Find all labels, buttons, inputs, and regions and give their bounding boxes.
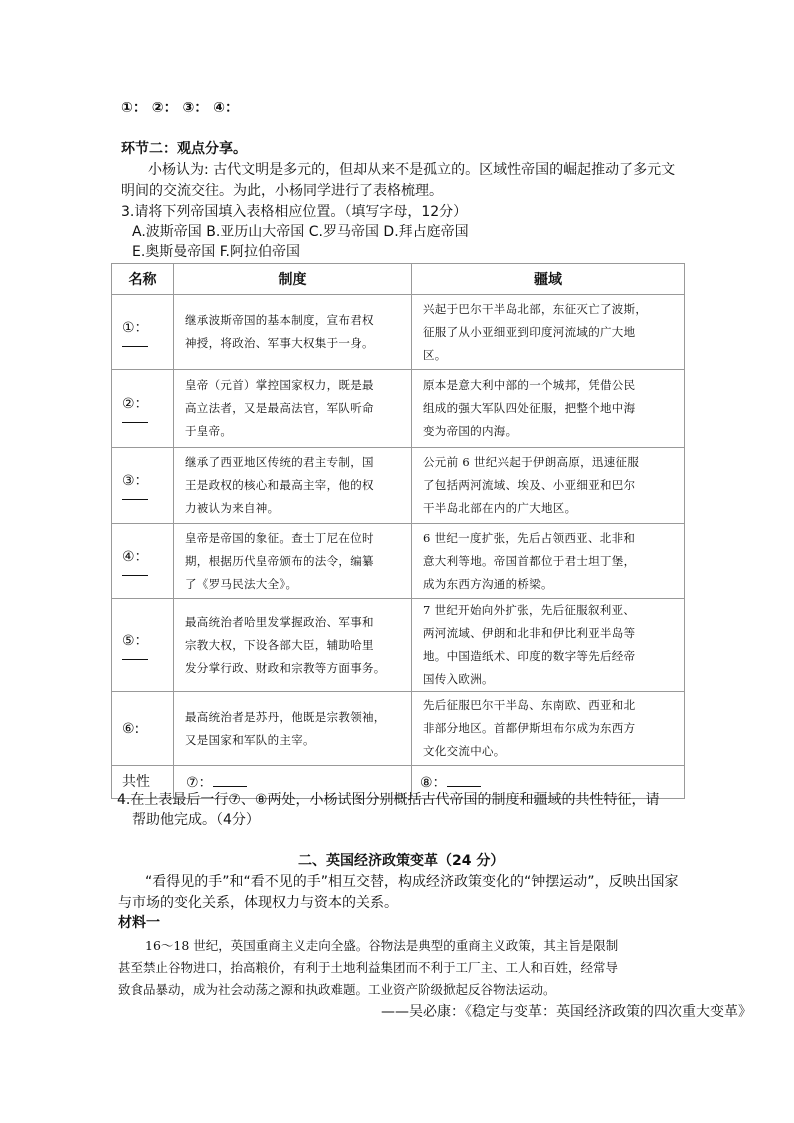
row-label: ⑥: [122, 720, 140, 737]
material-1-source: ——吴必康：《稳定与变革：英国经济政策的四次重大变革》 [381, 1004, 752, 1020]
part-2-intro-line-1: “看得见的手”和“看不见的手”相互交替，构成经济政策变化的“钟摆运动”，反映出国家 [145, 874, 679, 890]
answer-blank[interactable] [122, 491, 148, 500]
system-cell [174, 599, 412, 692]
answer-blank[interactable] [122, 414, 148, 423]
material-1-line-3: 致食品暴动，成为社会动荡之源和执政难题。工业资产阶级掀起反谷物法运动。 [118, 982, 556, 997]
row-label: ②： [122, 396, 149, 412]
territory-line: 成为东西方沟通的桥梁。 [423, 576, 553, 591]
part-2-title: 二、英国经济政策变革（24 分） [298, 853, 505, 869]
system-cell [174, 524, 412, 599]
system-line: 期，根据历代皇帝颁布的法令，编纂 [185, 553, 374, 568]
territory-cell [412, 599, 685, 692]
header-territory: 疆域 [412, 264, 685, 295]
answer-blank[interactable] [122, 567, 148, 576]
question-4-line-1: 4.在上表最后一行⑦、⑧两处，小杨试图分别概括古代帝国的制度和疆域的共性特征，请 [117, 792, 660, 808]
territory-cell [412, 692, 685, 766]
commonality-label: 共性 [112, 766, 174, 799]
territory-line: 意大利等地。帝国首都位于君士坦丁堡， [423, 553, 636, 568]
system-line: 皇帝是帝国的象征。查士丁尼在位时 [185, 530, 374, 545]
system-line: 最高统治者是苏丹，他既是宗教领袖， [185, 709, 386, 724]
territory-line: 地。中国造纸术、印度的数字等先后经帝 [423, 649, 636, 663]
question-3-options-line-2: E.奥斯曼帝国 F.阿拉伯帝国 [132, 244, 300, 260]
answer-blank[interactable] [122, 338, 148, 347]
territory-line: 非部分地区。首都伊斯坦布尔成为东西方 [423, 721, 636, 735]
territory-line: 先后征服巴尔干半岛、东南欧、西亚和北 [423, 698, 636, 712]
system-line: 发分掌行政、财政和宗教等方面事务。 [185, 660, 386, 675]
system-line: 于皇帝。 [185, 424, 233, 438]
material-1-title: 材料一 [118, 915, 160, 931]
territory-line: 组成的强大军队四处征服，把整个地中海 [423, 401, 636, 415]
system-cell [174, 448, 412, 524]
territory-line: 两河流域、伊朗和北非和伊比利亚半岛等 [423, 626, 636, 640]
table-row [112, 524, 685, 599]
row-name-cell [112, 295, 174, 370]
row-label: ①： [122, 319, 149, 336]
system-line: 王是政权的核心和最高主宰，他的权 [185, 478, 374, 492]
row-name-cell [112, 370, 174, 448]
territory-line: 征服了从小亚细亚到印度河流域的广大地 [423, 324, 636, 339]
territory-cell [412, 370, 685, 448]
system-line: 力被认为来自神。 [185, 501, 280, 515]
row-name-cell [112, 692, 174, 766]
territory-line: 公元前 6 世纪兴起于伊朗高原，迅速征服 [423, 455, 640, 469]
system-line: 了《罗马民法大全》。 [185, 576, 298, 591]
table-row [112, 370, 685, 448]
row-label: ⑤： [122, 632, 149, 649]
system-line: 宗教大权，下设各部大臣，辅助哈里 [185, 637, 374, 652]
system-line: 皇帝（元首）掌控国家权力，既是最 [185, 378, 374, 392]
territory-cell [412, 448, 685, 524]
territory-line: 7 世纪开始向外扩张，先后征服叙利亚、 [423, 603, 636, 617]
material-1-line-2: 甚至禁止谷物进口，抬高粮价，有利于土地利益集团而不利于工厂主、工人和百姓，经常导 [118, 960, 619, 975]
table-row [112, 692, 685, 766]
part-2-intro-line-2: 与市场的变化关系，体现权力与资本的关系。 [118, 895, 398, 911]
answer-blanks-line: ①： ②： ③： ④： [121, 100, 240, 116]
row-label: ④： [122, 548, 149, 565]
header-name: 名称 [112, 264, 174, 295]
row-name-cell [112, 524, 174, 599]
blank-7-label: ⑦： [186, 775, 213, 791]
table-row [112, 295, 685, 370]
territory-line: 文化交流中心。 [423, 744, 506, 758]
system-line: 最高统治者哈里发掌握政治、军事和 [185, 614, 374, 629]
blank-8[interactable] [447, 772, 481, 787]
territory-line: 了包括两河流域、埃及、小亚细亚和巴尔 [423, 478, 636, 492]
paragraph-line-1: 小杨认为: 古代文明是多元的，但却从来不是孤立的。区域性帝国的崛起推动了多元文 [148, 162, 676, 178]
territory-line: 兴起于巴尔干半岛北部，东征灭亡了波斯， [423, 301, 648, 316]
answer-blank[interactable] [122, 651, 148, 660]
question-3-stem: 3.请将下列帝国填入表格相应位置。（填写字母，12分） [121, 204, 468, 220]
territory-line: 变为帝国的内海。 [423, 424, 518, 438]
system-line: 继承波斯帝国的基本制度，宣布君权 [185, 313, 374, 327]
territory-cell [412, 524, 685, 599]
territory-line: 干半岛北部在内的广大地区。 [423, 501, 577, 515]
territory-line: 国传入欧洲。 [423, 672, 494, 686]
system-cell [174, 295, 412, 370]
table-row [112, 448, 685, 524]
row-name-cell [112, 599, 174, 692]
empire-table [111, 263, 685, 799]
blank-7[interactable] [213, 772, 247, 787]
system-cell [174, 370, 412, 448]
header-system: 制度 [174, 264, 412, 295]
question-4-line-2: 帮助他完成。（4分） [132, 812, 260, 828]
section-title-link2: 环节二：观点分享。 [121, 141, 247, 157]
row-name-cell [112, 448, 174, 524]
row-label: ③： [122, 473, 149, 489]
blank-8-label: ⑧： [420, 775, 447, 791]
question-3-options-line-1: A.波斯帝国 B.亚历山大帝国 C.罗马帝国 D.拜占庭帝国 [132, 224, 469, 240]
system-line: 神授，将政治、军事大权集于一身。 [185, 336, 374, 350]
table-header-row [112, 264, 685, 295]
system-cell [174, 692, 412, 766]
territory-line: 6 世纪一度扩张，先后占领西亚、北非和 [423, 530, 636, 545]
territory-line: 原本是意大利中部的一个城邦，凭借公民 [423, 378, 636, 392]
material-1-line-1: 16～18 世纪，英国重商主义走向全盛。谷物法是典型的重商主义政策，其主旨是限制 [145, 938, 619, 953]
territory-line: 区。 [423, 347, 447, 362]
system-line: 高立法者，又是最高法官，军队听命 [185, 401, 374, 415]
system-line: 继承了西亚地区传统的君主专制，国 [185, 455, 374, 469]
table-row [112, 599, 685, 692]
system-line: 又是国家和军队的主宰。 [185, 732, 315, 747]
paragraph-line-2: 明间的交流交往。为此，小杨同学进行了表格梳理。 [121, 183, 443, 199]
territory-cell [412, 295, 685, 370]
